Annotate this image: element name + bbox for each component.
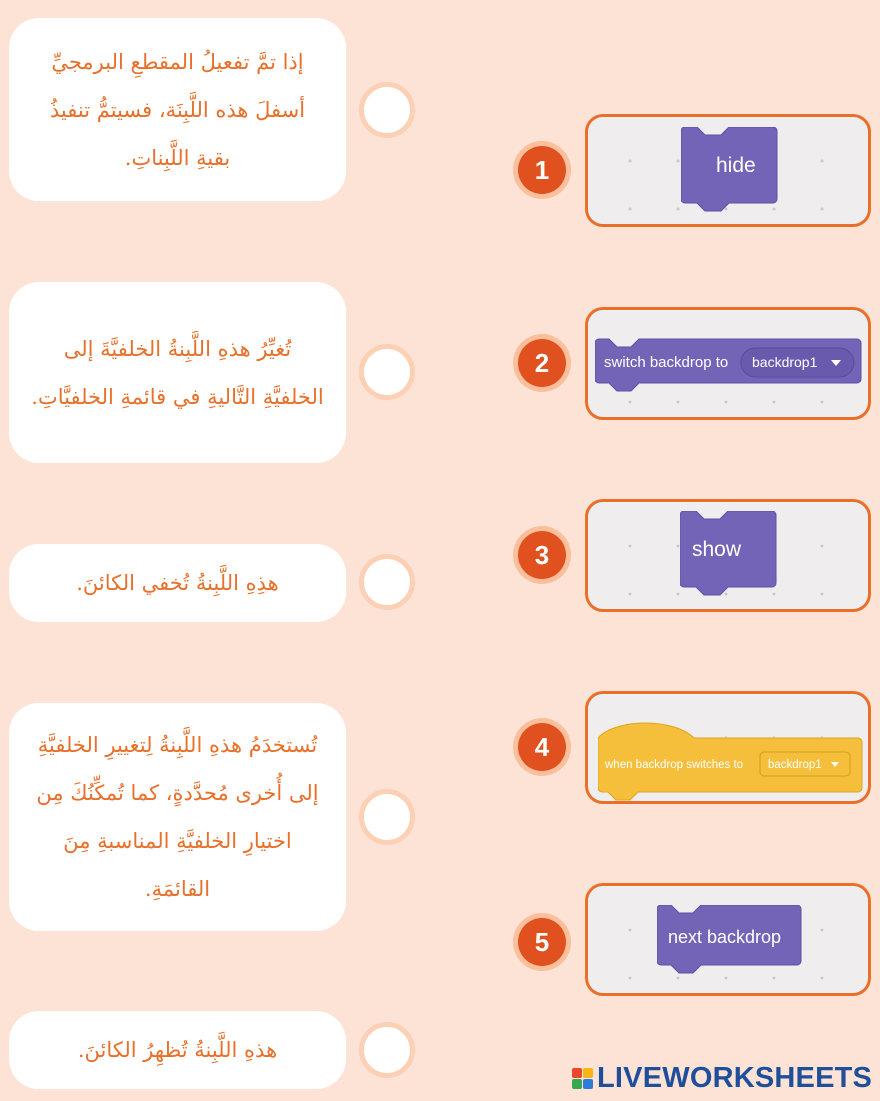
when-backdrop-switches-block-label: when backdrop switches to bbox=[605, 759, 744, 771]
description-text-4: تُستخدَمُ هذهِ اللَّبِنةُ لِتغييرِ الخلفيَّةِ إلى أُخرى مُحدَّدةٍ، كما تُمكِّنُكَ مِن اختيارِ الخلفيَّةِ المناسبةِ مِنَ القائمَةِ. bbox=[36, 733, 319, 901]
backdrop-dropdown-2-value: backdrop1 bbox=[768, 759, 822, 771]
number-badge-4-label: 4 bbox=[518, 723, 566, 771]
hide-block[interactable] bbox=[681, 127, 781, 215]
next-backdrop-block[interactable] bbox=[657, 905, 807, 977]
block-panel-3[interactable] bbox=[585, 499, 871, 612]
number-badge-3-label: 3 bbox=[518, 531, 566, 579]
logo-tile-2 bbox=[583, 1068, 593, 1078]
show-block[interactable] bbox=[680, 511, 780, 599]
description-card-3 bbox=[9, 544, 346, 622]
number-badge-1-label: 1 bbox=[518, 146, 566, 194]
show-block-label: show bbox=[692, 538, 742, 561]
description-card-5 bbox=[9, 1011, 346, 1089]
number-badge-4 bbox=[513, 718, 571, 776]
logo-tile-3 bbox=[572, 1079, 582, 1089]
description-text-1: إذا تمَّ تفعيلُ المقطعِ البرمجيِّ أسفلَ هذه اللَّبِنَة، فسيتمُّ تنفيذُ بقيةِ اللَّبِناتِ. bbox=[49, 49, 306, 170]
block-panel-4[interactable] bbox=[585, 691, 871, 804]
number-badge-5 bbox=[513, 913, 571, 971]
block-panel-1[interactable] bbox=[585, 114, 871, 227]
liveworksheets-logo-mark bbox=[572, 1068, 593, 1089]
logo-tile-4 bbox=[583, 1079, 593, 1089]
logo-tile-1 bbox=[572, 1068, 582, 1078]
answer-circle-1[interactable] bbox=[359, 82, 415, 138]
liveworksheets-logo-text: LIVEWORKSHEETS bbox=[597, 1062, 873, 1094]
backdrop-dropdown-1-value: backdrop1 bbox=[752, 354, 818, 370]
hide-block-label: hide bbox=[716, 154, 756, 177]
next-backdrop-block-label: next backdrop bbox=[668, 927, 782, 947]
switch-backdrop-block[interactable] bbox=[595, 335, 865, 393]
answer-circle-2[interactable] bbox=[359, 344, 415, 400]
when-backdrop-switches-block[interactable] bbox=[598, 716, 866, 802]
description-text-3: هذِهِ اللَّبِنةُ تُخفي الكائنَ. bbox=[76, 571, 279, 595]
number-badge-5-label: 5 bbox=[518, 918, 566, 966]
block-panel-5[interactable] bbox=[585, 883, 871, 996]
number-badge-1 bbox=[513, 141, 571, 199]
number-badge-2-label: 2 bbox=[518, 339, 566, 387]
liveworksheets-logo bbox=[572, 1062, 872, 1095]
number-badge-2 bbox=[513, 334, 571, 392]
number-badge-3 bbox=[513, 526, 571, 584]
answer-circle-5[interactable] bbox=[359, 1022, 415, 1078]
switch-backdrop-block-label: switch backdrop to bbox=[604, 354, 729, 371]
description-text-5: هذهِ اللَّبِنةُ تُظهِرُ الكائنَ. bbox=[77, 1038, 278, 1062]
description-card-1 bbox=[9, 18, 346, 201]
answer-circle-3[interactable] bbox=[359, 554, 415, 610]
description-card-4 bbox=[9, 703, 346, 931]
block-panel-2[interactable] bbox=[585, 307, 871, 420]
answer-circle-4[interactable] bbox=[359, 789, 415, 845]
description-card-2 bbox=[9, 282, 346, 463]
description-text-2: تُغيِّرُ هذهِ اللَّبِنةُ الخلفيَّةَ إلى الخلفيَّةِ التَّاليةِ في قائمةِ الخلفيَّاتِ. bbox=[31, 336, 324, 409]
